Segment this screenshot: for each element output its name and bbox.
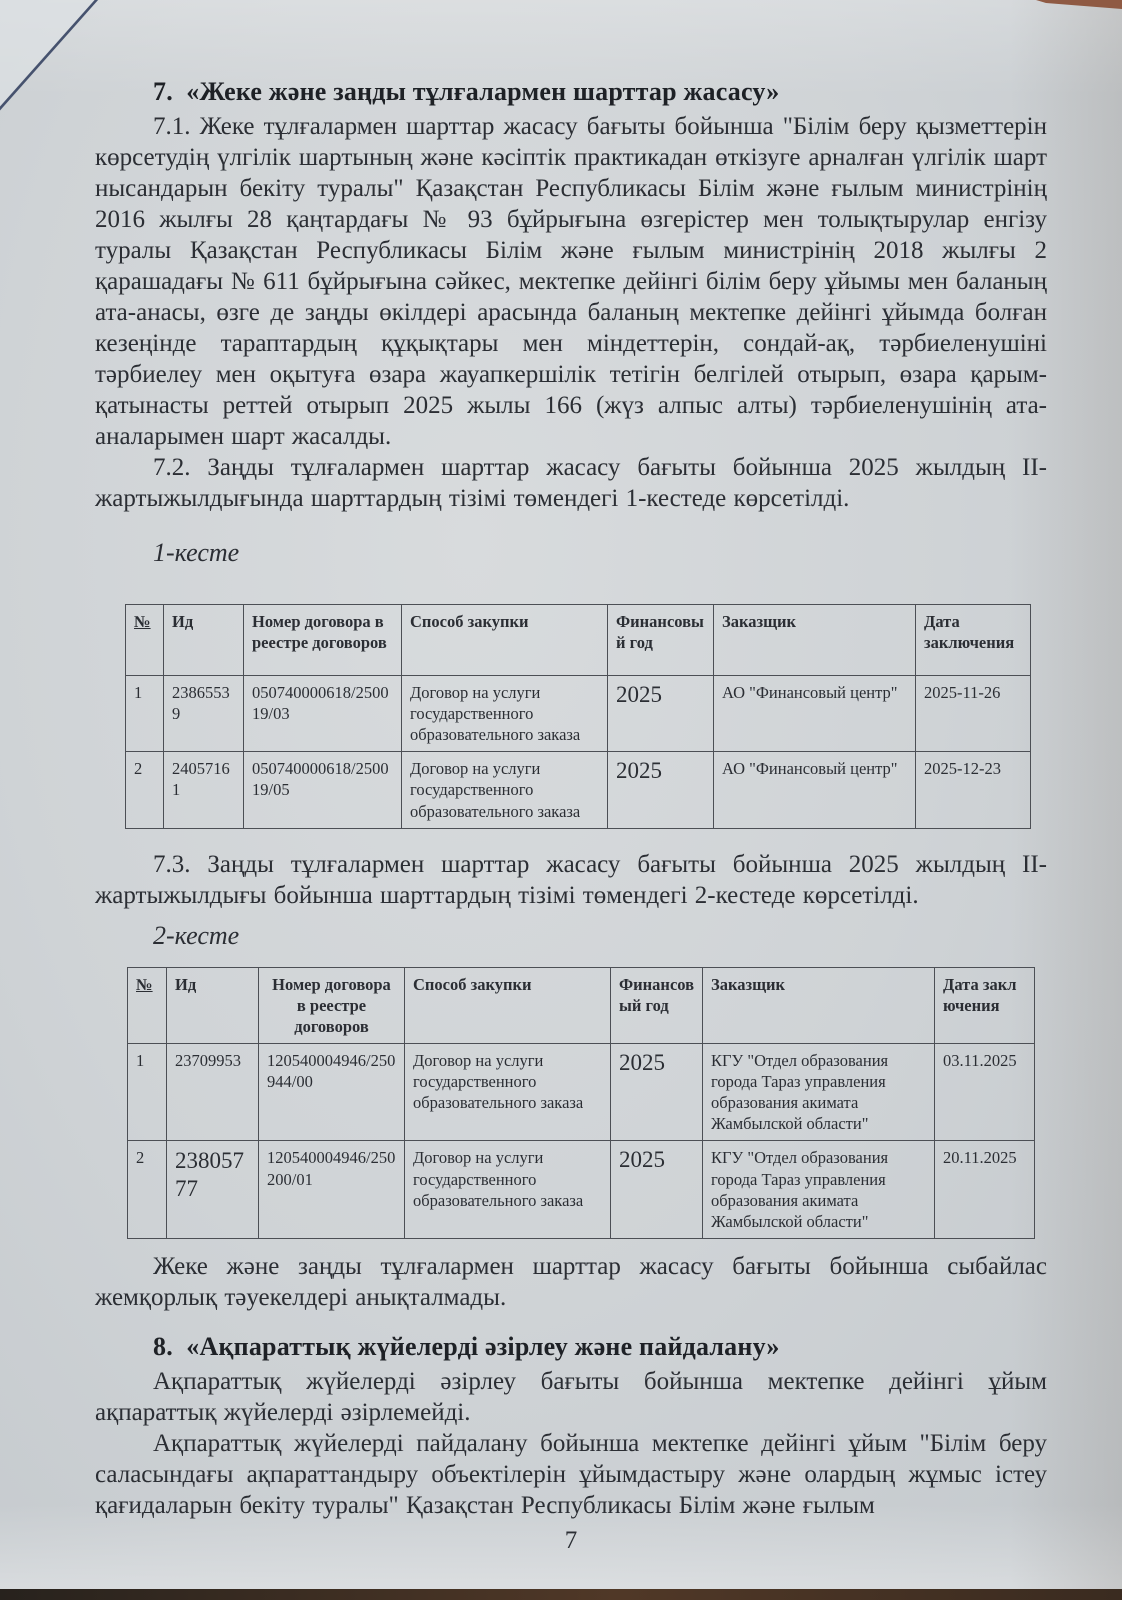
table-1-header-no [126,605,164,676]
no-symbol: № [134,612,151,631]
table-1-caption: 1-кесте [153,538,240,567]
cell-procurement-method: Договор на услуги государственного образовательного заказа [405,1141,611,1238]
cell-registry-number: 120540004946/250200/01 [259,1141,405,1238]
table-1 [125,604,1031,829]
table-row [126,752,1031,828]
table-1-header-reg: Номер договора в реестре договоров [244,605,402,676]
table-2-header-no [128,967,167,1043]
table-2-header-method: Способ закупки [405,967,611,1043]
cell-customer: КГУ "Отдел образования города Тараз управления образования акимата Жамбылской области" [703,1141,935,1238]
table-1-header-method: Способ закупки [402,605,608,676]
cell-row-number: 1 [128,1043,167,1140]
table-2-header-customer: Заказщик [703,967,935,1043]
table-2-header-row [128,967,1035,1043]
document-content [95,76,1047,1555]
paragraph-8-2: Ақпараттық жүйелерді пайдалану бойынша мектепке дейінгі ұйым "Білім беру саласындағы ақпараттандыру объектілерін ұйымдастыру және олардың жұмыс істеу қағидаларын бекіту туралы" Қазақстан Республикасы Білім және ғылым [95,1429,1047,1519]
cell-row-number: 2 [128,1141,167,1238]
cell-registry-number: 050740000618/250019/03 [244,676,402,752]
cell-customer: АО "Финансовый центр" [714,752,916,828]
sheet-corner-highlight [0,0,97,110]
cell-date: 2025-11-26 [916,676,1031,752]
cell-procurement-method: Договор на услуги государственного образовательного заказа [402,676,608,752]
cell-row-number: 1 [126,676,164,752]
paragraph-8-1: Ақпараттық жүйелерді әзірлеу бағыты бойынша мектепке дейінгі ұйым ақпараттық жүйелерді әзірлемейді. [95,1367,1047,1426]
table-2-header-reg: Номер договора в реестре договоров [259,967,405,1043]
cell-date: 03.11.2025 [935,1043,1035,1140]
table-2-caption: 2-кесте [153,920,240,950]
cell-fiscal-year: 2025 [608,676,714,752]
table-1-header-date: Дата заключения [916,605,1031,676]
page-number: 7 [564,1526,578,1554]
cell-registry-number: 120540004946/250944/00 [259,1043,405,1140]
desk-edge-strip [0,1589,1122,1600]
cell-fiscal-year: 2025 [611,1043,703,1140]
table-row [128,1141,1035,1238]
table-1-header-row [126,605,1031,676]
table-1-header-year: Финансовый год [608,605,714,676]
section-8-heading: 8. «Ақпараттық жүйелерді әзірлеу және пайдалану» [153,1331,780,1361]
cell-id: 24057161 [164,752,244,828]
background-corner-top-right [1036,0,1122,9]
section-7-heading: 7. «Жеке және заңды тұлғалармен шарттар жасасу» [153,77,780,106]
cell-id: 23805777 [167,1141,259,1238]
cell-fiscal-year: 2025 [608,752,714,828]
table-row [126,676,1031,752]
table-2-header-year: Финансовый год [611,967,703,1043]
paragraph-anticorruption: Жеке және заңды тұлғалармен шарттар жасасу бағыты бойынша сыбайлас жемқорлық тәуекелдері анықталмады. [95,1252,1047,1311]
cell-customer: КГУ "Отдел образования города Тараз управления образования акимата Жамбылской области" [703,1043,935,1140]
cell-fiscal-year: 2025 [611,1141,703,1238]
table-1-header-customer: Заказщик [714,605,916,676]
cell-customer: АО "Финансовый центр" [714,676,916,752]
table-1-header-id: Ид [164,605,244,676]
cell-procurement-method: Договор на услуги государственного образовательного заказа [405,1043,611,1140]
cell-date: 20.11.2025 [935,1141,1035,1238]
table-2 [127,967,1035,1239]
table-2-header-date: Дата заключения [935,967,1035,1043]
cell-row-number: 2 [126,752,164,828]
paragraph-7-3: 7.3. Заңды тұлғалармен шарттар жасасу бағыты бойынша 2025 жылдың II-жартыжылдығы бойынша шарттардың тізімі төмендегі 2-кестеде көрсетілді. [95,850,1047,909]
cell-id: 23865539 [164,676,244,752]
cell-registry-number: 050740000618/250019/05 [244,752,402,828]
no-symbol: № [136,974,153,994]
paragraph-7-2: 7.2. Заңды тұлғалармен шарттар жасасу бағыты бойынша 2025 жылдың II-жартыжылдығында шарттардың тізімі төмендегі 1-кестеде көрсетілді. [95,454,1047,512]
cell-id: 23709953 [167,1043,259,1140]
table-row [128,1043,1035,1140]
cell-date: 2025-12-23 [916,752,1031,828]
page-fold-line [0,0,99,113]
table-2-header-id: Ид [167,967,259,1043]
paragraph-7-1: 7.1. Жеке тұлғалармен шарттар жасасу бағыты бойынша "Білім беру қызметтерін көрсетудің үлгілік шартының және кәсіптік практикадан өткізуге арналған үлгілік шарт нысандарын бекіту туралы" Қазақстан Республикасы Білім және ғылым министрінің 2016 жылғы 28 қаңтардағы № 93 бұйрығына өзгерістер мен толықтырулар енгізу туралы Қазақстан Республикасы Білім және ғылым министрінің 2018 жылғы 2 қарашадағы № 611 бұйрығына сәйкес, мектепке дейінгі білім беру ұйымы мен баланың ата-анасы, өзге де заңды өкілдері арасында баланың мектепке дейінгі ұйымда болған кезеңінде тараптардың құқықтары мен міндеттерін, сондай-ақ, тәрбиеленушіні тәрбиелеу мен оқытуға өзара жауапкершілік тетігін белгілей отырып, өзара қарым-қатынасты реттей отырып 2025 жылы 166 (жүз алпыс алты) тәрбиеленушінің ата-аналарымен шарт жасалды. [95,113,1047,450]
cell-procurement-method: Договор на услуги государственного образовательного заказа [402,752,608,828]
